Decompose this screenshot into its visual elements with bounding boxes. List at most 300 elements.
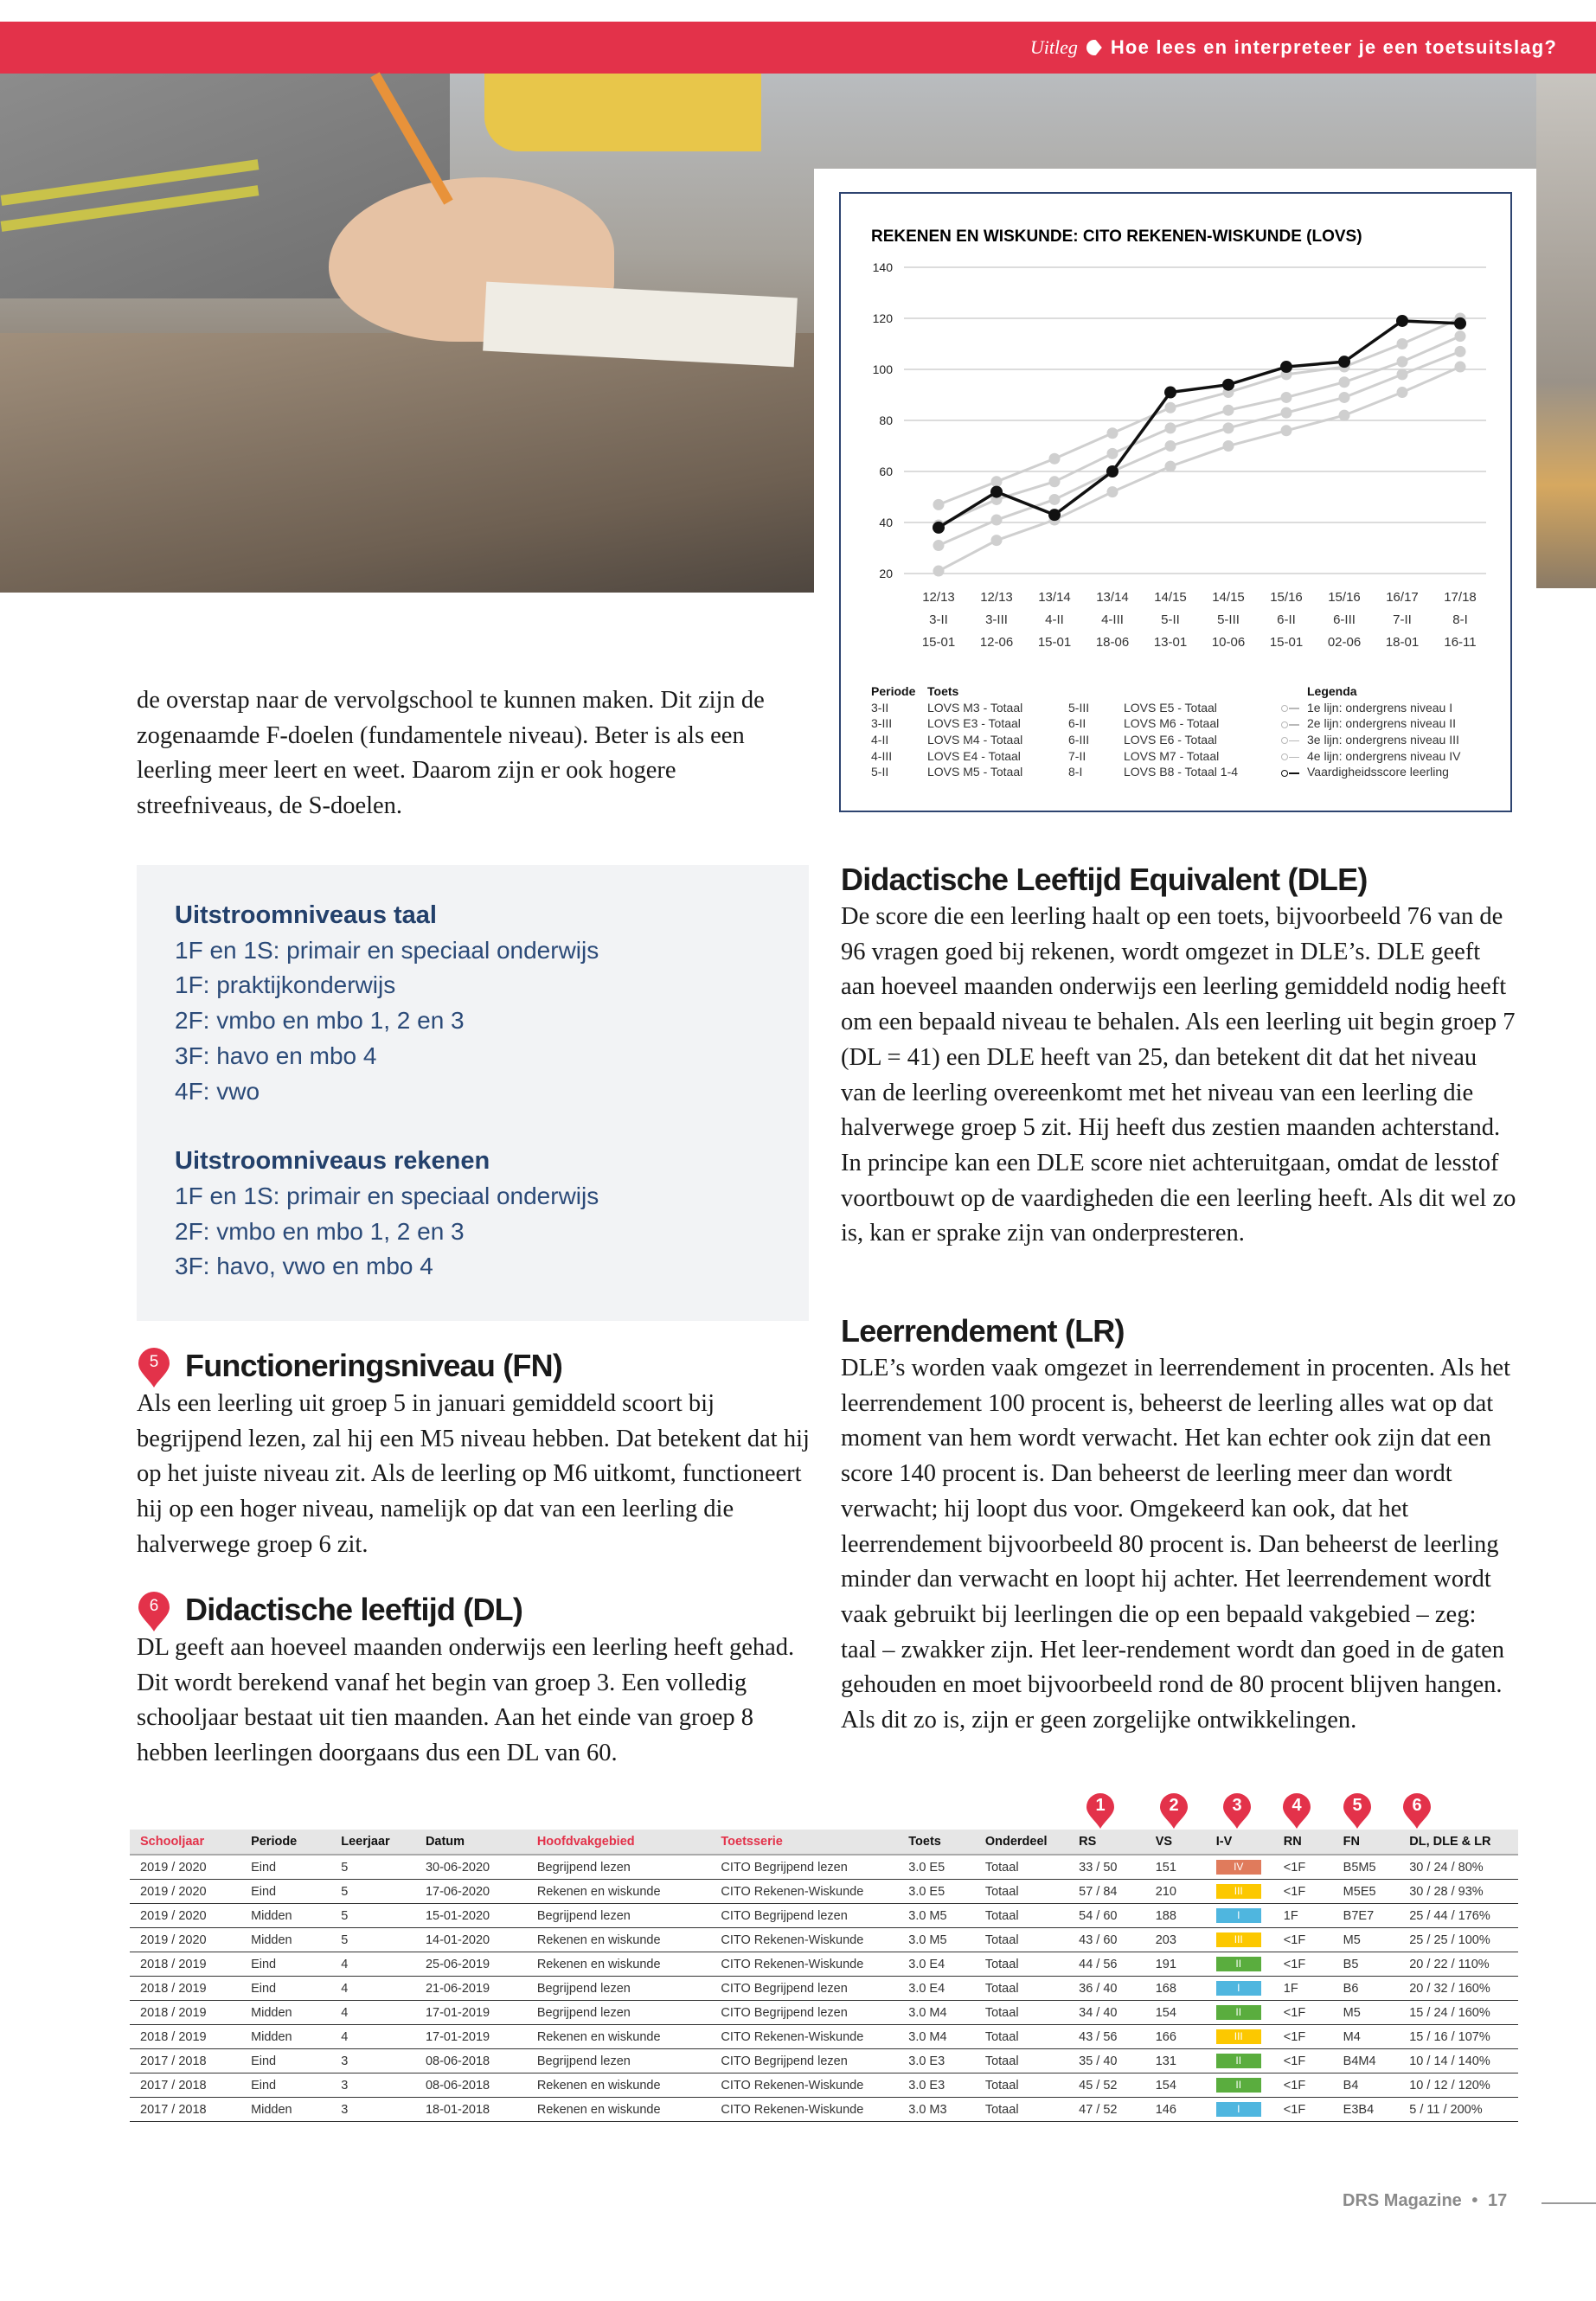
- cell-leerjaar: 5: [330, 1904, 415, 1928]
- x-tick-year: 17/18: [1444, 590, 1477, 605]
- results-table: [130, 1830, 1518, 2122]
- cell-periode: Midden: [240, 2001, 330, 2025]
- cell-i-v: [1206, 1952, 1273, 1977]
- y-tick-label: 40: [879, 516, 893, 529]
- cell-fn: B5: [1333, 1952, 1400, 1977]
- data-point: [1280, 361, 1292, 373]
- line-marker-icon: [1281, 704, 1300, 713]
- cell-hoofdvakgebied: Begrijpend lezen: [527, 1977, 711, 2001]
- x-tick-period: 3-II: [929, 612, 948, 627]
- cell-toetsserie: CITO Rekenen-Wiskunde: [710, 2073, 898, 2098]
- series-line: [939, 318, 1460, 504]
- column-header: Toetsserie: [710, 1830, 898, 1855]
- data-point: [1164, 387, 1176, 399]
- data-point: [1222, 379, 1234, 391]
- series-line: [939, 351, 1460, 545]
- cell-toetsserie: CITO Begrijpend lezen: [710, 1904, 898, 1928]
- cell-dl-dle-lr: 25 / 44 / 176%: [1399, 1904, 1518, 1928]
- x-tick-year: 14/15: [1154, 590, 1187, 605]
- magazine-name: DRS Magazine: [1343, 2191, 1462, 2210]
- data-point: [933, 522, 945, 534]
- column-header: FN: [1333, 1830, 1400, 1855]
- cell-schooljaar: 2018 / 2019: [130, 1977, 240, 2001]
- legend-item: [1281, 748, 1460, 765]
- cell-onderdeel: Totaal: [975, 1880, 1068, 1904]
- data-point: [1397, 338, 1408, 349]
- cell-rn: <1F: [1273, 2049, 1333, 2073]
- marker-5-icon: 5: [1342, 1792, 1373, 1829]
- taal-level-item: 4F: vwo: [175, 1077, 260, 1105]
- data-point: [990, 486, 1003, 498]
- table-row: [130, 1928, 1518, 1952]
- data-point: [1049, 476, 1061, 487]
- cell-onderdeel: Totaal: [975, 1904, 1068, 1928]
- section-label: Uitleg: [1029, 36, 1078, 58]
- cell-onderdeel: Totaal: [975, 1952, 1068, 1977]
- cell-rn: <1F: [1273, 1855, 1333, 1880]
- legend-heading: Legenda: [1307, 684, 1357, 698]
- cell-toetsserie: CITO Begrijpend lezen: [710, 1977, 898, 2001]
- line-marker-icon: [1281, 753, 1300, 761]
- legend-label: 3e lijn: ondergrens niveau III: [1307, 733, 1459, 747]
- cell-onderdeel: Totaal: [975, 1855, 1068, 1880]
- iv-level-badge: I: [1216, 1908, 1261, 1923]
- cell-datum: 14-01-2020: [415, 1928, 527, 1952]
- cell-rs: 34 / 40: [1068, 2001, 1145, 2025]
- toets-name: LOVS M7 - Totaal: [1124, 748, 1220, 763]
- cell-datum: 30-06-2020: [415, 1855, 527, 1880]
- cell-schooljaar: 2017 / 2018: [130, 2098, 240, 2122]
- x-tick-period: 7-II: [1393, 612, 1412, 627]
- cell-onderdeel: Totaal: [975, 2073, 1068, 2098]
- page-header-title: Hoe lees en interpreteer je een toetsuitslag?: [1110, 36, 1557, 58]
- cell-toetsserie: CITO Begrijpend lezen: [710, 2001, 898, 2025]
- x-tick-period: 4-III: [1101, 612, 1124, 627]
- data-point: [1339, 392, 1350, 403]
- cell-rn: <1F: [1273, 2025, 1333, 2049]
- data-point: [1455, 362, 1466, 373]
- cell-vs: 154: [1145, 2073, 1206, 2098]
- chart-title: REKENEN EN WISKUNDE: CITO REKENEN-WISKUNDE (LOVS): [871, 228, 1362, 246]
- column-header: Hoofdvakgebied: [527, 1830, 711, 1855]
- cell-dl-dle-lr: 5 / 11 / 200%: [1399, 2098, 1518, 2122]
- dl-heading: Didactische leeftijd (DL): [185, 1592, 523, 1627]
- cell-dl-dle-lr: 10 / 12 / 120%: [1399, 2073, 1518, 2098]
- iv-level-badge: IV: [1216, 1860, 1261, 1875]
- key-row: [871, 732, 1297, 748]
- cell-toets: 3.0 M5: [898, 1904, 975, 1928]
- table-row: [130, 1977, 1518, 2001]
- marker-4-icon: 4: [1281, 1792, 1312, 1829]
- cell-leerjaar: 4: [330, 1952, 415, 1977]
- page-footer: [1343, 2191, 1507, 2211]
- cell-rs: 57 / 84: [1068, 1880, 1145, 1904]
- cell-vs: 146: [1145, 2098, 1206, 2122]
- iv-level-badge: II: [1216, 1957, 1261, 1971]
- cell-rs: 35 / 40: [1068, 2049, 1145, 2073]
- data-point: [1049, 494, 1061, 505]
- data-point: [1223, 440, 1234, 452]
- cell-fn: B6: [1333, 1977, 1400, 2001]
- progress-line-chart: [839, 192, 1512, 650]
- series-line: [939, 367, 1460, 571]
- cell-schooljaar: 2018 / 2019: [130, 1952, 240, 1977]
- toets-name: LOVS E4 - Totaal: [927, 748, 1021, 763]
- iv-level-badge: II: [1216, 2078, 1261, 2093]
- cell-dl-dle-lr: 30 / 28 / 93%: [1399, 1880, 1518, 1904]
- cell-onderdeel: Totaal: [975, 1928, 1068, 1952]
- data-point: [1339, 376, 1350, 388]
- cell-rs: 36 / 40: [1068, 1977, 1145, 2001]
- series-5: [933, 315, 1466, 534]
- section-header-bar: [0, 22, 1596, 74]
- toets-name: LOVS M3 - Totaal: [927, 700, 1023, 715]
- table-row: [130, 2098, 1518, 2122]
- key-row: [871, 764, 1297, 780]
- cell-schooljaar: 2019 / 2020: [130, 1880, 240, 1904]
- cell-vs: 166: [1145, 2025, 1206, 2049]
- chart-legend: [1281, 683, 1460, 780]
- iv-level-badge: I: [1216, 2102, 1261, 2117]
- column-header: VS: [1145, 1830, 1206, 1855]
- column-header: I-V: [1206, 1830, 1273, 1855]
- data-point: [1049, 453, 1061, 465]
- cell-datum: 18-01-2018: [415, 2098, 527, 2122]
- line-marker-icon: [1281, 721, 1300, 729]
- cell-periode: Midden: [240, 2098, 330, 2122]
- cell-schooljaar: 2018 / 2019: [130, 2025, 240, 2049]
- cell-schooljaar: 2017 / 2018: [130, 2049, 240, 2073]
- cell-toetsserie: CITO Rekenen-Wiskunde: [710, 2098, 898, 2122]
- taal-level-item: 1F en 1S: primair en speciaal onderwijs: [175, 936, 599, 964]
- cell-rn: <1F: [1273, 1928, 1333, 1952]
- data-point: [1107, 448, 1118, 459]
- cell-datum: 17-01-2019: [415, 2025, 527, 2049]
- iv-level-badge: I: [1216, 1981, 1261, 1996]
- column-header: Toets: [898, 1830, 975, 1855]
- cell-periode: Eind: [240, 2073, 330, 2098]
- cell-toets: 3.0 M4: [898, 2025, 975, 2049]
- data-point: [933, 540, 945, 551]
- marker-5-icon: 5: [137, 1348, 171, 1388]
- cell-vs: 168: [1145, 1977, 1206, 2001]
- cell-toetsserie: CITO Begrijpend lezen: [710, 2049, 898, 2073]
- series-line: [939, 336, 1460, 525]
- cell-onderdeel: Totaal: [975, 2001, 1068, 2025]
- cell-i-v: [1206, 1904, 1273, 1928]
- x-tick-period: 5-III: [1217, 612, 1240, 627]
- cell-hoofdvakgebied: Rekenen en wiskunde: [527, 2098, 711, 2122]
- cell-datum: 17-06-2020: [415, 1880, 527, 1904]
- toets-name: LOVS M4 - Totaal: [927, 733, 1023, 747]
- cell-onderdeel: Totaal: [975, 2049, 1068, 2073]
- periode-code: 4-III: [871, 748, 893, 763]
- cell-fn: M5E5: [1333, 1880, 1400, 1904]
- cell-vs: 188: [1145, 1904, 1206, 1928]
- periode-code: 6-III: [1068, 733, 1090, 747]
- marker-6-icon: 6: [137, 1592, 171, 1631]
- cell-toetsserie: CITO Rekenen-Wiskunde: [710, 1880, 898, 1904]
- legend-label: Vaardigheidsscore leerling: [1307, 765, 1449, 779]
- data-point: [1339, 410, 1350, 421]
- x-tick-date: 15-01: [1037, 635, 1072, 650]
- chart-period-key: [871, 683, 1297, 780]
- column-header: Leerjaar: [330, 1830, 415, 1855]
- rekenen-heading: Uitstroomniveaus rekenen: [175, 1147, 490, 1176]
- cell-rn: 1F: [1273, 1977, 1333, 2001]
- y-tick-label: 20: [879, 567, 893, 580]
- cell-toetsserie: CITO Rekenen-Wiskunde: [710, 2025, 898, 2049]
- cell-leerjaar: 4: [330, 2025, 415, 2049]
- data-point: [1455, 346, 1466, 357]
- cell-rn: 1F: [1273, 1904, 1333, 1928]
- toets-name: LOVS E6 - Totaal: [1124, 733, 1217, 747]
- periode-code: 5-III: [1068, 700, 1090, 715]
- cell-datum: 08-06-2018: [415, 2049, 527, 2073]
- lr-paragraph: DLE’s worden vaak omgezet in leerrendement in procenten. Als het leerrendement 100 procent is, beheerst de leerling alles wat op dat moment van hem wordt verwacht. Het kan echter ook zijn dat een score 140 procent is. Dan beheerst de leerling meer dan wordt verwacht; hij loopt dus voor. Omgekeerd kan ook, dat het leerrendement bijvoorbeeld 80 procent is. Dan beheerst de leerling minder dan verwacht en loopt hij achter. Het leerrendement wordt vaak gebruikt bij leerlingen die op een bepaald vakgebied – zeg: taal – zwakker zijn. Het leer-rendement wordt dan goed in de gaten gehouden en moet bijvoorbeeld rond de 80 procent blijven hangen. Als dit zo is, zijn er geen zorgelijke ontwikkelingen.: [841, 1355, 1510, 1734]
- data-point: [933, 499, 945, 510]
- cell-i-v: [1206, 1928, 1273, 1952]
- cell-toets: 3.0 E5: [898, 1855, 975, 1880]
- x-tick-date: 18-01: [1385, 635, 1420, 650]
- cell-fn: M4: [1333, 2025, 1400, 2049]
- x-tick-period: 6-III: [1333, 612, 1356, 627]
- x-tick-period: 4-II: [1045, 612, 1064, 627]
- cell-hoofdvakgebied: Rekenen en wiskunde: [527, 2025, 711, 2049]
- cell-rs: 43 / 60: [1068, 1928, 1145, 1952]
- key-row: [871, 700, 1297, 716]
- x-tick-date: 02-06: [1327, 635, 1362, 650]
- cell-leerjaar: 4: [330, 1977, 415, 2001]
- periode-code: 7-II: [1068, 748, 1086, 763]
- data-point: [1048, 509, 1061, 521]
- data-point: [991, 535, 1003, 546]
- cell-vs: 154: [1145, 2001, 1206, 2025]
- y-tick-label: 120: [872, 311, 893, 325]
- cell-hoofdvakgebied: Begrijpend lezen: [527, 1904, 711, 1928]
- cell-vs: 131: [1145, 2049, 1206, 2073]
- cell-leerjaar: 3: [330, 2098, 415, 2122]
- cell-toets: 3.0 E3: [898, 2049, 975, 2073]
- x-tick-date: 18-06: [1095, 635, 1130, 650]
- periode-code: 3-III: [871, 716, 893, 731]
- cell-onderdeel: Totaal: [975, 2025, 1068, 2049]
- data-point: [1281, 425, 1292, 436]
- cell-rn: <1F: [1273, 1880, 1333, 1904]
- data-point: [1397, 356, 1408, 368]
- lr-heading: Leerrendement (LR): [841, 1313, 1125, 1349]
- periode-heading: Periode: [871, 684, 916, 698]
- y-tick-label: 60: [879, 465, 893, 478]
- cell-rs: 45 / 52: [1068, 2073, 1145, 2098]
- x-tick-period: 3-III: [985, 612, 1008, 627]
- data-point: [1165, 402, 1176, 413]
- cell-leerjaar: 5: [330, 1928, 415, 1952]
- cell-i-v: [1206, 1977, 1273, 2001]
- periode-code: 3-II: [871, 700, 889, 715]
- periode-code: 6-II: [1068, 716, 1086, 731]
- taal-heading: Uitstroomniveaus taal: [175, 901, 437, 929]
- cell-vs: 151: [1145, 1855, 1206, 1880]
- data-point: [1165, 440, 1176, 452]
- column-header: Datum: [415, 1830, 527, 1855]
- column-header: DL, DLE & LR: [1399, 1830, 1518, 1855]
- cell-toets: 3.0 E4: [898, 1977, 975, 2001]
- cell-fn: E3B4: [1333, 2098, 1400, 2122]
- fn-paragraph: Als een leerling uit groep 5 in januari gemiddeld scoort bij begrijpend lezen, zal hij een M5 niveau hebben. Dat betekent dat hij op het juiste niveau zit. Als de leerling op M6 uitkomt, functioneert hij op een hoger niveau, namelijk op dat van een leerling die halverwege groep 6 zit.: [137, 1390, 810, 1558]
- marker-1-icon: 1: [1085, 1792, 1116, 1829]
- cell-vs: 203: [1145, 1928, 1206, 1952]
- cell-schooljaar: 2018 / 2019: [130, 2001, 240, 2025]
- x-tick-period: 6-II: [1277, 612, 1296, 627]
- cell-onderdeel: Totaal: [975, 2098, 1068, 2122]
- x-tick-year: 13/14: [1038, 590, 1071, 605]
- cell-toetsserie: CITO Rekenen-Wiskunde: [710, 1952, 898, 1977]
- cell-datum: 08-06-2018: [415, 2073, 527, 2098]
- cell-rs: 44 / 56: [1068, 1952, 1145, 1977]
- data-point: [1106, 465, 1118, 478]
- data-point: [991, 476, 1003, 487]
- rekenen-level-item: 1F en 1S: primair en speciaal onderwijs: [175, 1182, 599, 1209]
- cell-periode: Midden: [240, 1904, 330, 1928]
- legend-item: [1281, 700, 1460, 716]
- fn-heading: Functioneringsniveau (FN): [185, 1348, 563, 1383]
- column-header: Schooljaar: [130, 1830, 240, 1855]
- data-point: [1455, 330, 1466, 342]
- cell-rs: 54 / 60: [1068, 1904, 1145, 1928]
- cell-hoofdvakgebied: Begrijpend lezen: [527, 1855, 711, 1880]
- cell-toetsserie: CITO Rekenen-Wiskunde: [710, 1928, 898, 1952]
- cell-toets: 3.0 E5: [898, 1880, 975, 1904]
- toets-name: LOVS M6 - Totaal: [1124, 716, 1220, 731]
- cell-fn: B5M5: [1333, 1855, 1400, 1880]
- data-point: [1165, 461, 1176, 472]
- cell-periode: Eind: [240, 1855, 330, 1880]
- data-point: [1281, 392, 1292, 403]
- periode-code: 4-II: [871, 733, 889, 747]
- series-2: [933, 330, 1466, 530]
- cell-toets: 3.0 E3: [898, 2073, 975, 2098]
- series-3: [933, 346, 1466, 551]
- x-tick-period: 8-I: [1452, 612, 1468, 627]
- cell-i-v: [1206, 1880, 1273, 1904]
- x-tick-year: 12/13: [980, 590, 1013, 605]
- toets-name: LOVS E3 - Totaal: [927, 716, 1021, 731]
- x-tick-date: 16-11: [1444, 635, 1477, 650]
- data-point: [1338, 356, 1350, 368]
- cell-toets: 3.0 M5: [898, 1928, 975, 1952]
- table-row: [130, 2073, 1518, 2098]
- periode-code: 8-I: [1068, 765, 1083, 779]
- x-tick-year: 14/15: [1212, 590, 1245, 605]
- iv-level-badge: II: [1216, 2054, 1261, 2068]
- line-marker-icon: [1281, 769, 1300, 778]
- y-tick-label: 100: [872, 362, 893, 376]
- dle-paragraph: De score die een leerling haalt op een toets, bijvoorbeeld 76 van de 96 vragen goed bij rekenen, wordt omgezet in DLE’s. DLE geeft aan hoeveel maanden onderwijs een leerling gemiddeld nodig heeft om een bepaald niveau te behalen. Als een leerling uit begin groep 7 (DL = 41) een DLE heeft van 25, dan betekent dit dat het niveau van de leerling overeenkomt met het niveau van een leerling die halverwege groep 5 zit. Hij heeft dus zestien maanden achterstand. In principe kan een DLE score niet achteruitgaan, omdat de lesstof voortbouwt op de vaardigheden die een leerling heeft. Als dit wel zo is, kan er sprake zijn van onderpresteren.: [841, 903, 1516, 1247]
- cell-i-v: [1206, 1855, 1273, 1880]
- cell-datum: 17-01-2019: [415, 2001, 527, 2025]
- column-header: Periode: [240, 1830, 330, 1855]
- uitstroomniveaus-box: [137, 865, 809, 1321]
- legend-label: 1e lijn: ondergrens niveau I: [1307, 700, 1453, 715]
- rekenen-level-item: 2F: vmbo en mbo 1, 2 en 3: [175, 1217, 465, 1245]
- x-tick-date: 15-01: [1269, 635, 1304, 650]
- cell-schooljaar: 2019 / 2020: [130, 1904, 240, 1928]
- table-row: [130, 1952, 1518, 1977]
- legend-item: [1281, 732, 1460, 748]
- cell-datum: 21-06-2019: [415, 1977, 527, 2001]
- cell-toets: 3.0 M3: [898, 2098, 975, 2122]
- cell-rs: 33 / 50: [1068, 1855, 1145, 1880]
- data-point: [1165, 422, 1176, 433]
- toets-heading: Toets: [927, 684, 959, 698]
- column-header: Onderdeel: [975, 1830, 1068, 1855]
- dl-paragraph: DL geeft aan hoeveel maanden onderwijs een leerling heeft gehad. Dit wordt berekend vanaf het begin van groep 3. Een volledig schooljaar bestaat uit tien maanden. Aan het einde van groep 8 hebben leerlingen doorgaans dus een DL van 60.: [137, 1634, 795, 1767]
- iv-level-badge: III: [1216, 1884, 1261, 1899]
- cell-periode: Eind: [240, 2049, 330, 2073]
- cell-i-v: [1206, 2073, 1273, 2098]
- cell-schooljaar: 2019 / 2020: [130, 1855, 240, 1880]
- table-row: [130, 2001, 1518, 2025]
- cell-i-v: [1206, 2049, 1273, 2073]
- data-point: [933, 566, 945, 577]
- cell-periode: Midden: [240, 2025, 330, 2049]
- x-tick-date: 10-06: [1211, 635, 1246, 650]
- iv-level-badge: III: [1216, 1932, 1261, 1947]
- cell-periode: Eind: [240, 1952, 330, 1977]
- x-tick-date: 12-06: [979, 635, 1014, 650]
- legend-label: 4e lijn: ondergrens niveau IV: [1307, 748, 1461, 763]
- x-tick-date: 15-01: [921, 635, 956, 650]
- cell-periode: Eind: [240, 1977, 330, 2001]
- cell-rn: <1F: [1273, 1952, 1333, 1977]
- table-row: [130, 2049, 1518, 2073]
- cell-rs: 43 / 56: [1068, 2025, 1145, 2049]
- table-row: [130, 2025, 1518, 2049]
- key-row: [871, 748, 1297, 765]
- cell-hoofdvakgebied: Rekenen en wiskunde: [527, 2073, 711, 2098]
- iv-level-badge: II: [1216, 2005, 1261, 2020]
- cell-fn: M5: [1333, 2001, 1400, 2025]
- cell-periode: Midden: [240, 1928, 330, 1952]
- cell-i-v: [1206, 2001, 1273, 2025]
- cell-vs: 210: [1145, 1880, 1206, 1904]
- taal-level-item: 2F: vmbo en mbo 1, 2 en 3: [175, 1007, 465, 1035]
- cell-dl-dle-lr: 15 / 24 / 160%: [1399, 2001, 1518, 2025]
- footer-separator: •: [1471, 2191, 1478, 2210]
- marker-6-icon: 6: [1401, 1792, 1433, 1829]
- cell-fn: M5: [1333, 1928, 1400, 1952]
- page-number: 17: [1487, 2191, 1508, 2210]
- legend-label: 2e lijn: ondergrens niveau II: [1307, 716, 1456, 731]
- cell-schooljaar: 2017 / 2018: [130, 2073, 240, 2098]
- data-point: [1223, 422, 1234, 433]
- x-tick-year: 15/16: [1270, 590, 1303, 605]
- key-row: [871, 715, 1297, 732]
- column-header: RS: [1068, 1830, 1145, 1855]
- toets-name: LOVS E5 - Totaal: [1124, 700, 1217, 715]
- cell-toets: 3.0 E4: [898, 1952, 975, 1977]
- cell-fn: B4: [1333, 2073, 1400, 2098]
- marker-2-icon: 2: [1158, 1792, 1189, 1829]
- cell-i-v: [1206, 2098, 1273, 2122]
- cell-leerjaar: 5: [330, 1880, 415, 1904]
- cell-dl-dle-lr: 10 / 14 / 140%: [1399, 2049, 1518, 2073]
- toets-name: LOVS M5 - Totaal: [927, 765, 1023, 779]
- y-tick-label: 80: [879, 413, 893, 427]
- cell-rn: <1F: [1273, 2001, 1333, 2025]
- cell-hoofdvakgebied: Rekenen en wiskunde: [527, 1880, 711, 1904]
